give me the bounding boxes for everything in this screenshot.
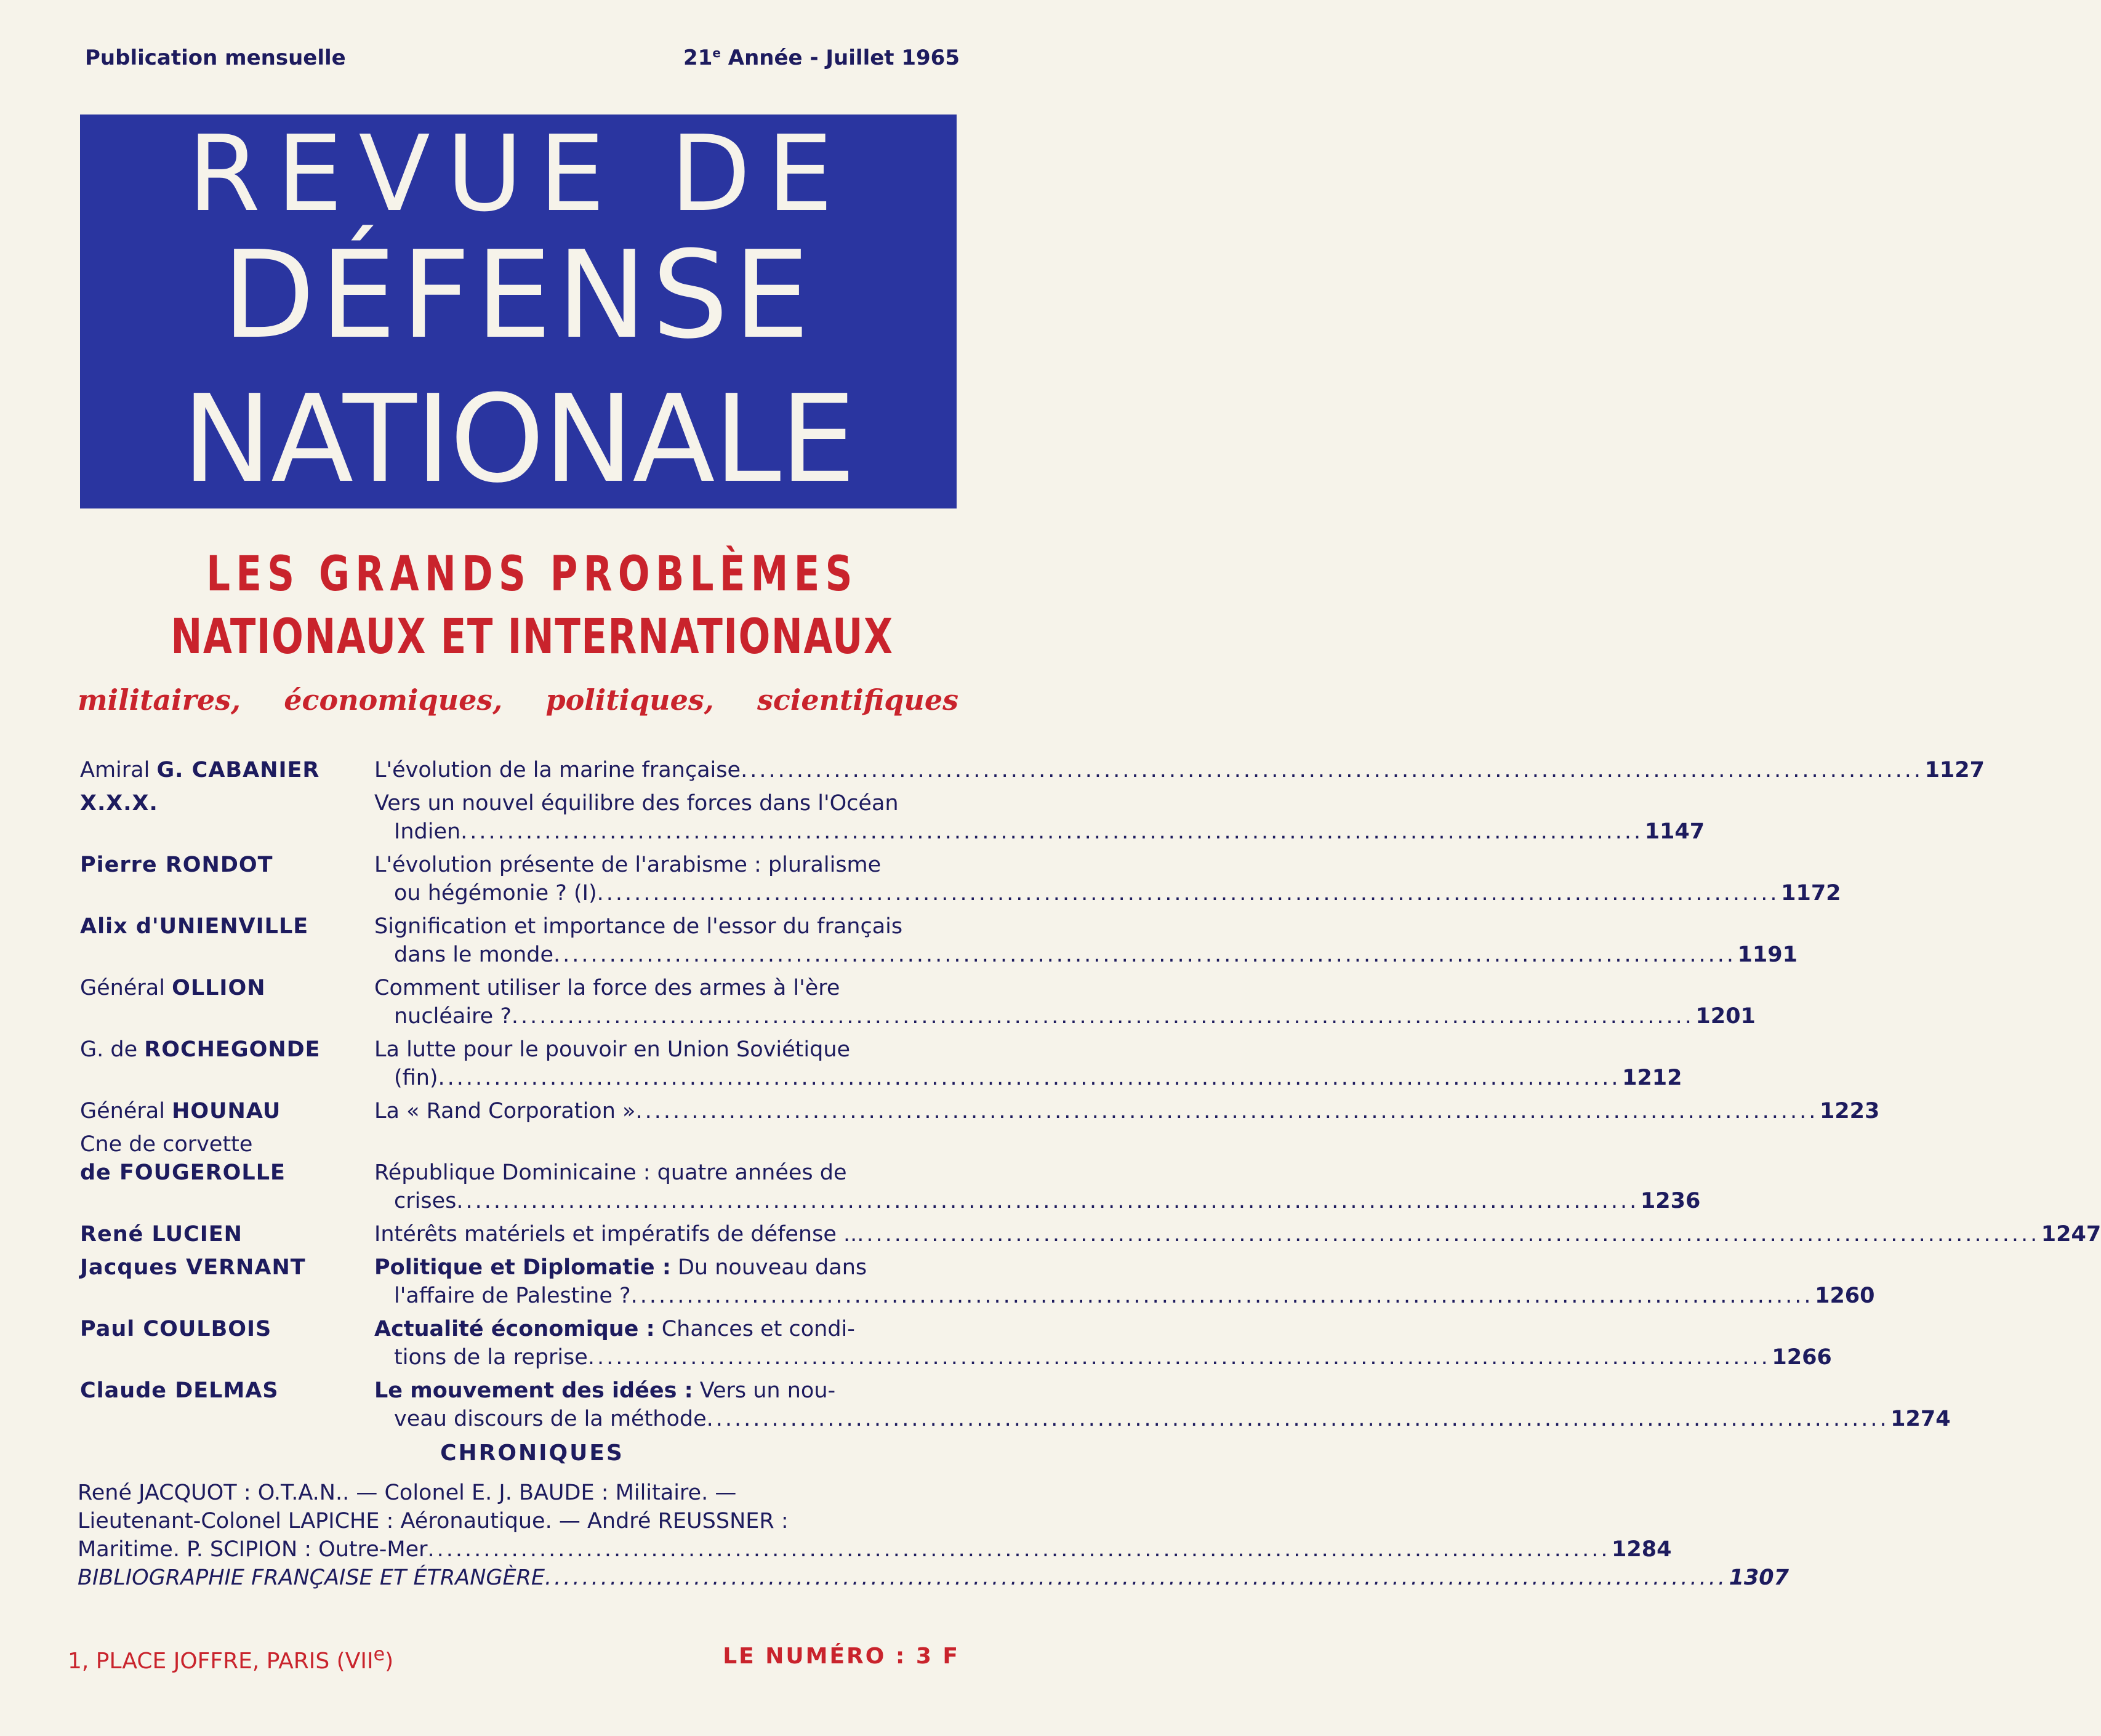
- author-name: X.X.X.: [80, 791, 158, 816]
- title-line: [374, 1253, 1875, 1282]
- subtitle-word: politiques,: [545, 683, 714, 717]
- footer: [68, 1644, 960, 1674]
- toc-title: [374, 1130, 1700, 1215]
- toc-author: [80, 756, 374, 784]
- toc-entry: [80, 851, 1841, 907]
- title-line-with-page: [374, 1002, 1756, 1031]
- title-text: Comment utiliser la force des armes à l'ère: [374, 976, 840, 1000]
- chroniques-line-with-page: [78, 1535, 1672, 1564]
- title-line: [374, 1376, 1951, 1405]
- author-prefix: Amiral: [80, 758, 157, 782]
- author-prefix: Cne de corvette: [80, 1132, 253, 1157]
- author-name: Alix d'UNIENVILLE: [80, 914, 309, 939]
- toc-author: [80, 912, 374, 969]
- title-line-with-page: [374, 879, 1841, 907]
- publication-frequency: Publication mensuelle: [85, 46, 346, 70]
- title-line: [374, 851, 1841, 879]
- subtitle-word: scientifiques: [757, 683, 958, 717]
- page-number: 1260: [1815, 1284, 1875, 1308]
- page-number: 1266: [1772, 1345, 1832, 1370]
- toc-entry: [80, 1315, 1832, 1372]
- chroniques-block: [78, 1479, 1789, 1592]
- toc-author: [80, 1376, 374, 1433]
- leader-dots: [857, 1220, 2039, 1248]
- chroniques-line: René JACQUOT : O.T.A.N.. — Colonel E. J. BAUDE : Militaire. —: [78, 1481, 737, 1505]
- toc-entry: [80, 1253, 1875, 1310]
- toc-author: [80, 1315, 374, 1372]
- title-text: Du nouveau dans: [670, 1255, 867, 1280]
- author-prefix: Général: [80, 1099, 172, 1123]
- title-line-with-page: [374, 1282, 1875, 1310]
- title-text: nucléaire ?: [394, 1004, 512, 1029]
- title-line: [374, 1315, 1832, 1343]
- title-line: [374, 912, 1798, 941]
- page-number: 1212: [1622, 1066, 1682, 1090]
- title-text: dans le monde: [394, 942, 554, 967]
- issue-month: Année - Juillet 1965: [720, 46, 960, 70]
- tagline-line-1: LES GRANDS PROBLÈMES: [206, 547, 858, 602]
- toc-title: [374, 974, 1756, 1031]
- title-text: ou hégémonie ? (I): [394, 881, 597, 906]
- author-name: René LUCIEN: [80, 1222, 243, 1247]
- toc-author: [80, 1220, 374, 1248]
- title-text: Vers un nou-: [693, 1378, 836, 1403]
- toc-author: [80, 974, 374, 1031]
- toc-title: [374, 1035, 1682, 1092]
- toc-title: [374, 756, 1985, 784]
- year-suffix: e: [712, 46, 721, 60]
- toc-author: [80, 1035, 374, 1092]
- toc-entry: [80, 1220, 2101, 1248]
- title-text: Chances et condi-: [654, 1317, 855, 1341]
- leader-dots: [545, 1564, 1727, 1592]
- title-text: veau discours de la méthode: [394, 1407, 707, 1431]
- page-number: 1247: [2041, 1222, 2101, 1247]
- author-name: Jacques VERNANT: [80, 1255, 306, 1280]
- section-label: Politique et Diplomatie :: [374, 1255, 671, 1280]
- title-text: Intérêts matériels et impératifs de défense ..: [374, 1222, 858, 1247]
- page-number: 1201: [1695, 1004, 1756, 1029]
- title-text: l'affaire de Palestine ?: [394, 1284, 631, 1308]
- subtitle-word: militaires,: [78, 683, 241, 717]
- author-name: Pierre RONDOT: [80, 853, 273, 877]
- title-line-with-page: [374, 941, 1798, 969]
- author-name: G. CABANIER: [156, 758, 320, 782]
- toc-author: [80, 789, 374, 846]
- toc-author: [80, 851, 374, 907]
- toc-author: [80, 1097, 374, 1125]
- leader-dots: [707, 1405, 1889, 1433]
- chroniques-heading: CHRONIQUES: [440, 1441, 624, 1466]
- section-label: Actualité économique :: [374, 1317, 655, 1341]
- tagline-subtitle: [78, 683, 958, 717]
- leader-dots: [456, 1187, 1639, 1215]
- toc-title: [374, 1253, 1875, 1310]
- toc-title: [374, 851, 1841, 907]
- page-number: 1223: [1819, 1099, 1880, 1123]
- title-line-with-page: [374, 818, 1705, 846]
- author-name: OLLION: [172, 976, 266, 1000]
- bibliography-line: [78, 1564, 1789, 1592]
- toc-entry: [80, 1035, 1682, 1092]
- page-number: 1191: [1737, 942, 1798, 967]
- address-end: ): [385, 1649, 394, 1674]
- masthead-line-2: DÉFENSE: [222, 225, 815, 366]
- leader-dots: [635, 1097, 1818, 1125]
- title-text: République Dominicaine : quatre années de: [374, 1160, 847, 1185]
- title-line-with-page: [374, 1187, 1700, 1215]
- author-name: HOUNAU: [172, 1099, 281, 1123]
- leader-dots: [512, 1002, 1694, 1031]
- toc-title: [374, 1220, 2101, 1248]
- toc-entry: [80, 974, 1756, 1031]
- issue-price: LE NUMÉRO : 3 F: [723, 1644, 960, 1669]
- toc-entry: [80, 1130, 1701, 1215]
- masthead-line-3: NATIONALE: [182, 369, 855, 510]
- toc-title: [374, 789, 1705, 846]
- bibliography-title: BIBLIOGRAPHIE FRANÇAISE ET ÉTRANGÈRE: [78, 1565, 545, 1590]
- title-line: [374, 789, 1705, 818]
- leader-dots: [741, 756, 1923, 784]
- author-prefix: G. de: [80, 1037, 145, 1062]
- toc-entry: [80, 756, 1985, 784]
- author-name: de FOUGEROLLE: [80, 1160, 286, 1185]
- table-of-contents: [80, 756, 2101, 1438]
- title-text: La lutte pour le pouvoir en Union Soviétique: [374, 1037, 851, 1062]
- title-text: Signification et importance de l'essor du français: [374, 914, 903, 939]
- page-number: 1284: [1612, 1537, 1672, 1562]
- address-text: 1, PLACE JOFFRE, PARIS (VII: [68, 1649, 374, 1674]
- title-line: [374, 974, 1756, 1002]
- title-line-with-page: [374, 1064, 1682, 1092]
- toc-title: [374, 1097, 1879, 1125]
- leader-dots: [631, 1282, 1814, 1310]
- toc-author: [80, 1253, 374, 1310]
- address-sup: e: [373, 1644, 385, 1665]
- title-text: L'évolution présente de l'arabisme : pluralisme: [374, 853, 882, 877]
- toc-title: [374, 912, 1798, 969]
- title-text: La « Rand Corporation »: [374, 1099, 636, 1123]
- toc-entry: [80, 912, 1798, 969]
- title-text: Indien: [394, 819, 461, 844]
- issue-date: [683, 46, 960, 70]
- title-text: (fin): [394, 1066, 438, 1090]
- leader-dots: [588, 1343, 1770, 1372]
- page-number: 1147: [1644, 819, 1705, 844]
- title-line-with-page: [374, 1405, 1951, 1433]
- toc-author: [80, 1130, 374, 1215]
- leader-dots: [553, 941, 1736, 969]
- masthead: [80, 115, 957, 508]
- leader-dots: [428, 1535, 1610, 1564]
- author-name: ROCHEGONDE: [144, 1037, 321, 1062]
- tagline-line-2: NATIONAUX ET INTERNATIONAUX: [171, 609, 894, 665]
- title-text: Vers un nouvel équilibre des forces dans l'Océan: [374, 791, 899, 816]
- toc-title: [374, 1376, 1951, 1433]
- page-number: 1307: [1729, 1565, 1789, 1590]
- title-text: crises: [394, 1189, 457, 1213]
- section-label: Le mouvement des idées :: [374, 1378, 693, 1403]
- title-line-with-page: [374, 1343, 1832, 1372]
- toc-entry: [80, 1097, 1880, 1125]
- issue-header: [85, 46, 960, 70]
- toc-entry: [80, 1376, 1951, 1433]
- page-number: 1127: [1924, 758, 1985, 782]
- author-name: Claude DELMAS: [80, 1378, 279, 1403]
- author-name: Paul COULBOIS: [80, 1317, 272, 1341]
- title-text: L'évolution de la marine française: [374, 758, 741, 782]
- leader-dots: [597, 879, 1780, 907]
- chroniques-line: Lieutenant-Colonel LAPICHE : Aéronautique. — André REUSSNER :: [78, 1509, 789, 1533]
- toc-entry: [80, 789, 1705, 846]
- year-number: 21: [683, 46, 713, 70]
- title-line-with-page: [374, 756, 1985, 784]
- masthead-line-1: REVUE DE: [187, 113, 850, 235]
- title-line-with-page: [374, 1220, 2101, 1248]
- subtitle-word: économiques,: [284, 683, 503, 717]
- leader-dots: [438, 1064, 1621, 1092]
- toc-title: [374, 1315, 1832, 1372]
- title-line: [374, 1035, 1682, 1064]
- publisher-address: [68, 1644, 393, 1674]
- title-line-with-page: [374, 1097, 1879, 1125]
- chroniques-line: Maritime. P. SCIPION : Outre-Mer: [78, 1537, 428, 1562]
- page-number: 1172: [1781, 881, 1841, 906]
- page-number: 1236: [1640, 1189, 1701, 1213]
- leader-dots: [460, 818, 1643, 846]
- page-number: 1274: [1890, 1407, 1951, 1431]
- title-text: tions de la reprise: [394, 1345, 588, 1370]
- title-line: [374, 1159, 1700, 1187]
- author-prefix: Général: [80, 976, 172, 1000]
